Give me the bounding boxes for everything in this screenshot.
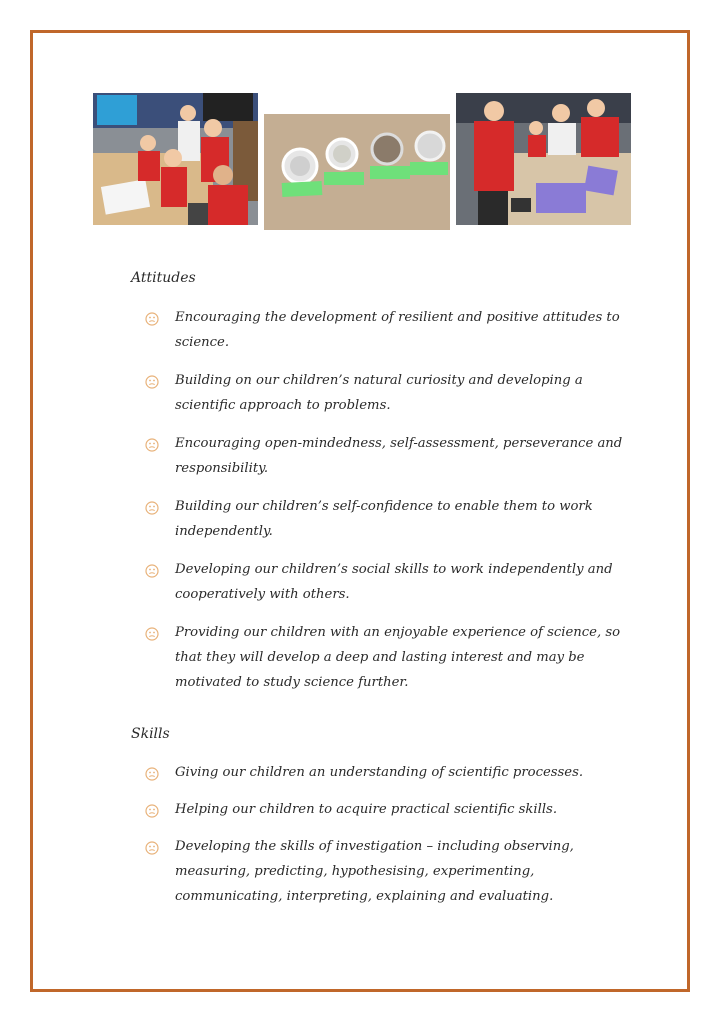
item-line-1: Encouraging open-mindedness, self-assessment, perseverance and: [175, 436, 623, 451]
bullet-icon: [145, 562, 159, 576]
bullet-icon: [145, 373, 159, 387]
item-line-3: communicating, interpreting, explaining and evaluating.: [175, 889, 554, 904]
item-line-2: that they will develop a deep and lasting interest and may be: [175, 650, 585, 665]
item-line-2: independently.: [175, 524, 273, 539]
bullet-icon: [145, 802, 159, 816]
skills-heading: Skills: [131, 726, 170, 742]
item-line-3: motivated to study science further.: [175, 675, 409, 690]
list-item: [145, 834, 635, 909]
item-line-1: Building on our children’s natural curiosity and developing a: [175, 373, 583, 388]
item-line-1: Building our children’s self-confidence to enable them to work: [175, 499, 593, 514]
bullet-icon: [145, 436, 159, 450]
list-item: [145, 431, 635, 481]
skills-list: [145, 760, 635, 921]
list-item: [145, 797, 635, 822]
item-line-1: Encouraging the development of resilient and positive attitudes to: [175, 310, 620, 325]
item-line-1: Developing the skills of investigation – including observing,: [175, 839, 574, 854]
list-item: [145, 620, 635, 695]
item-line-1: Giving our children an understanding of scientific processes.: [175, 765, 584, 780]
item-line-1: Helping our children to acquire practical scientific skills.: [175, 802, 558, 817]
bullet-icon: [145, 839, 159, 853]
list-item: [145, 557, 635, 607]
bullet-icon: [145, 765, 159, 779]
item-line-2: cooperatively with others.: [175, 587, 350, 602]
children-working-photo: [456, 93, 631, 225]
item-line-1: Providing our children with an enjoyable experience of science, so: [175, 625, 621, 640]
item-line-2: science.: [175, 335, 230, 350]
list-item: [145, 760, 635, 785]
list-item: [145, 494, 635, 544]
bullet-icon: [145, 499, 159, 513]
classroom-group-photo: [93, 93, 258, 225]
bullet-icon: [145, 625, 159, 639]
list-item: [145, 305, 635, 355]
item-line-2: measuring, predicting, hypothesising, experimenting,: [175, 864, 535, 879]
bullet-icon: [145, 310, 159, 324]
item-line-2: scientific approach to problems.: [175, 398, 391, 413]
item-line-1: Developing our children’s social skills to work independently and: [175, 562, 613, 577]
list-item: [145, 368, 635, 418]
attitudes-list: [145, 305, 635, 708]
attitudes-heading: Attitudes: [131, 270, 196, 286]
item-line-2: responsibility.: [175, 461, 269, 476]
petri-dishes-photo: [264, 114, 450, 230]
